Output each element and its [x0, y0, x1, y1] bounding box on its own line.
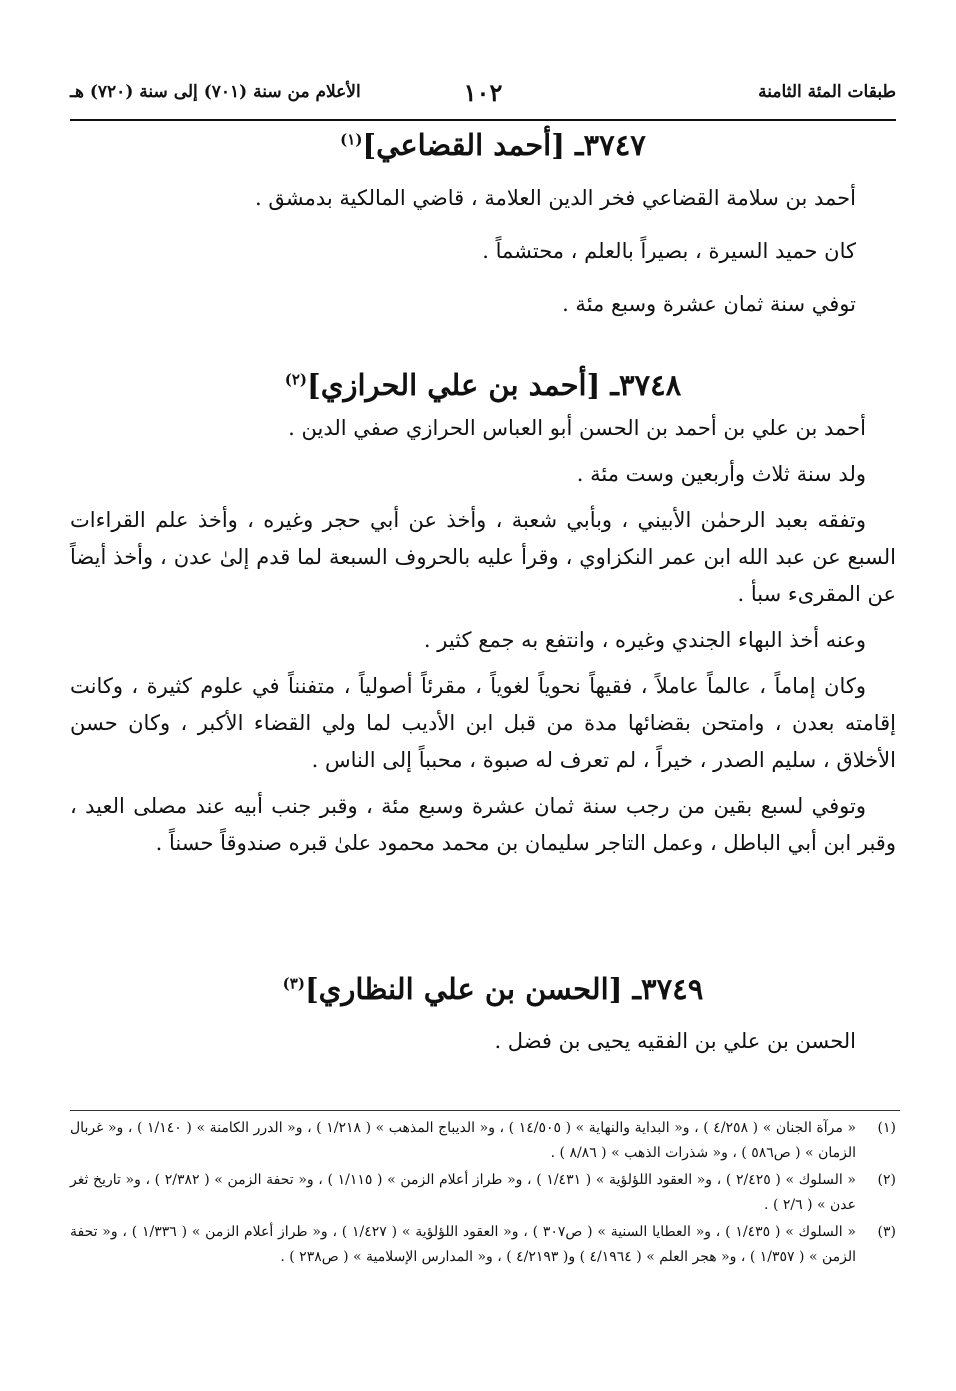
footnote-ref: (٣) — [282, 974, 305, 993]
entry-title-text: ٣٧٤٧ـ [أحمد القضاعي] — [362, 128, 646, 162]
footnote-text: « السلوك » ( ١/٤٣٥ ) ، و« العطايا السنية » ( ص٣٠٧ ) ، و« العقود اللؤلؤية » ( ١/٤٢٧ ) ، و« طراز أعلام الزمن » ( ١/٣٣٦ ) ، و« تحفة الزمن » ( ١/٣٥٧ ) ، و« هجر العلم » ( ٤/١٩٦٤ ) و( ٤/٢١٩٣ ) ، و« المدارس الإسلامية » ( ص٢٣٨ ) . — [70, 1224, 856, 1265]
footnote-text: « مرآة الجنان » ( ٤/٢٥٨ ) ، و« البداية والنهاية » ( ١٤/٥٠٥ ) ، و« الديباج المذهب » ( ١/٢١٨ ) ، و« الدرر الكامنة » ( ١/١٤٠ ) ، و« غربال الزمان » ( ص٥٨٦ ) ، و« شذرات الذهب » ( ٨/٨٦ ) . — [70, 1120, 857, 1161]
entry-paragraph: ولد سنة ثلاث وأربعين وست مئة . — [576, 462, 866, 486]
entry-paragraph: وعنه أخذ البهاء الجندي وغيره ، وانتفع به جمع كثير . — [423, 628, 866, 652]
entry-body — [90, 1022, 896, 1060]
entry-3749 — [90, 972, 896, 1060]
footnote-number: (١) — [877, 1120, 896, 1136]
header-section-title: طبقات المئة الثامنة — [758, 82, 896, 102]
entry-paragraph: وكان إماماً ، عالماً عاملاً ، فقيهاً نحوياً لغوياً ، مقرئاً أصولياً ، متفنناً في علوم كثيرة ، وكانت إقامته بعدن ، وامتحن بقضائها مدة من قبل ابن الأديب لما ولي القضاء الأكبر ، وكان حسن الأخلاق ، سليم الصدر ، خيراً ، لم تعرف له صبوة ، محبباً إلى الناس . — [70, 674, 896, 772]
footnote-ref: (٢) — [284, 370, 308, 389]
footnote-rule — [70, 1110, 900, 1111]
entry-title — [90, 128, 896, 162]
entry-3747 — [90, 128, 896, 331]
footnote-text: « السلوك » ( ٢/٤٢٥ ) ، و« العقود اللؤلؤية » ( ١/٤٣١ ) ، و« طراز أعلام الزمن » ( ١/١١٥ ) ، و« تحفة الزمن » ( ٢/٣٨٢ ) ، و« تاريخ ثغر عدن » ( ٢/٦ ) . — [70, 1172, 856, 1213]
entry-title — [90, 972, 896, 1006]
entry-title — [70, 368, 896, 402]
footnotes — [70, 1116, 896, 1272]
entry-body — [70, 410, 896, 862]
header-date-range: الأعلام من سنة (٧٠١) إلى سنة (٧٢٠) هـ — [70, 82, 361, 102]
footnote — [70, 1116, 896, 1166]
entry-paragraph: وتوفي لسبع بقين من رجب سنة ثمان عشرة وسبع مئة ، وقبر جنب أبيه عند مصلى العيد ، وقبر ابن أبي الباطل ، وعمل التاجر سليمان بن محمد محمود علىٰ قبره صندوقاً حسناً . — [70, 794, 896, 855]
entry-3748 — [70, 368, 896, 871]
entry-title-text: ٣٧٤٨ـ [أحمد بن علي الحرازي] — [307, 368, 682, 402]
header-rule — [70, 119, 896, 121]
footnote-ref: (١) — [340, 130, 363, 149]
entry-paragraph: كان حميد السيرة ، بصيراً بالعلم ، محتشماً . — [482, 239, 856, 263]
entry-paragraph: توفي سنة ثمان عشرة وسبع مئة . — [562, 292, 856, 316]
entry-body — [90, 172, 896, 331]
entry-paragraph: أحمد بن علي بن أحمد بن الحسن أبو العباس الحرازي صفي الدين . — [288, 416, 866, 440]
entry-title-text: ٣٧٤٩ـ [الحسن بن علي النظاري] — [304, 972, 704, 1006]
page-number: ١٠٢ — [463, 78, 503, 107]
footnote-number: (٣) — [877, 1224, 896, 1240]
running-header — [70, 78, 896, 116]
footnote — [70, 1168, 896, 1218]
entry-paragraph: أحمد بن سلامة القضاعي فخر الدين العلامة ، قاضي المالكية بدمشق . — [255, 186, 856, 210]
footnote-number: (٢) — [877, 1172, 896, 1188]
entry-paragraph: وتفقه بعبد الرحمٰن الأبيني ، وبأبي شعبة ، وأخذ عن أبي حجر وغيره ، وأخذ علم القراءات السبع عن عبد الله ابن عمر النكزاوي ، وقرأ عليه بالحروف السبعة لما قدم إلىٰ عدن ، وأخذ أيضاً عن المقرىء سبأ . — [70, 508, 896, 606]
footnote — [70, 1220, 896, 1270]
entry-paragraph: الحسن بن علي بن الفقيه يحيى بن فضل . — [494, 1029, 856, 1053]
